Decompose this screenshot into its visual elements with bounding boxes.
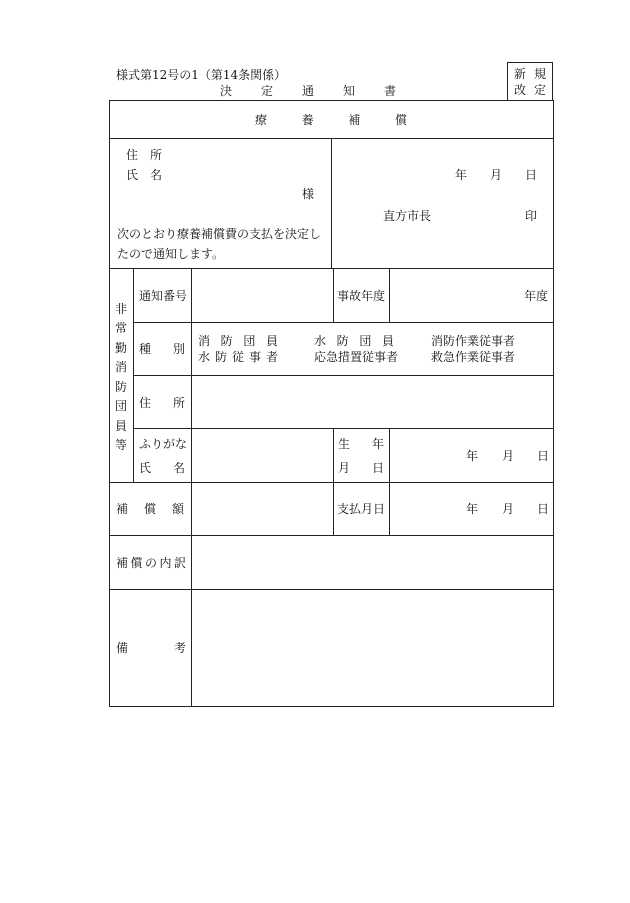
payment-date-label: 支払月日 [337, 502, 386, 516]
side-label-char: 勤 [114, 340, 127, 355]
type-option-char: 消 [198, 334, 211, 348]
mayor-title: 直方市長 [383, 209, 432, 223]
birth-day-unit: 日 [537, 449, 550, 463]
divider-line [191, 268, 192, 706]
badge-char: 規 [533, 67, 546, 81]
compensation-amount-label [116, 502, 184, 516]
name-label-char: 氏 [139, 461, 152, 475]
type-option-emergency-measures: 応急措置従事者 [314, 350, 399, 364]
birth-label-top [338, 437, 384, 451]
address-label-char: 住 [139, 396, 152, 410]
type-option-char: 防 [220, 334, 233, 348]
amount-label-char: 補 [116, 502, 129, 516]
type-label-char: 種 [139, 342, 152, 356]
breakdown-label-char: 補 [116, 556, 129, 570]
divider-line [109, 482, 554, 483]
remarks-label-char: 備 [116, 641, 129, 655]
birth-month-unit: 月 [502, 449, 515, 463]
type-option-char: 員 [265, 334, 278, 348]
subject-char: 償 [394, 113, 407, 127]
title-char: 決 [220, 84, 233, 98]
breakdown-label-char: 償 [130, 556, 143, 570]
type-label-char: 別 [172, 342, 185, 356]
type-option-char: 従 [231, 350, 244, 364]
type-option-flood-work [198, 350, 278, 364]
side-label-char: 常 [114, 321, 127, 336]
notice-text-line1: 次のとおり療養補償費の支払を決定し [117, 227, 322, 241]
birth-label-char: 日 [371, 461, 384, 475]
remarks-label-char: 考 [173, 641, 186, 655]
member-address-label [139, 396, 185, 410]
birth-label-char: 生 [338, 437, 351, 451]
name-label-char: 名 [172, 461, 185, 475]
compensation-breakdown-label [116, 556, 186, 570]
type-option-char: 水 [198, 350, 211, 364]
payment-year-unit: 年 [466, 502, 479, 516]
birth-label-char: 年 [371, 437, 384, 451]
accident-year-label: 事故年度 [337, 289, 386, 303]
recipient-name-label: 氏 名 [126, 168, 163, 182]
accident-year-unit: 年度 [524, 289, 549, 303]
recipient-address-label: 住 所 [126, 148, 163, 162]
divider-line [331, 138, 332, 268]
title-char: 書 [383, 84, 396, 98]
type-option-char: 水 [314, 334, 327, 348]
divider-line [133, 428, 554, 429]
side-label-char: 消 [114, 360, 127, 375]
document-title [220, 84, 396, 98]
divider-line [389, 268, 390, 322]
type-option-char: 者 [265, 350, 278, 364]
title-char: 定 [260, 84, 273, 98]
divider-line [133, 375, 554, 376]
divider-line [109, 589, 554, 590]
honorific: 様 [302, 187, 315, 201]
notice-text-line2: たので通知します。 [117, 247, 225, 261]
type-option-flood-brigade [314, 334, 394, 348]
divider-line [333, 268, 334, 322]
badge-char: 定 [533, 83, 546, 97]
notice-number-label: 通知番号 [139, 289, 188, 303]
side-label-char: 防 [114, 379, 127, 394]
issue-date-month: 月 [490, 168, 503, 182]
title-char: 知 [342, 84, 355, 98]
form-number: 様式第12号の1（第14条関係） [116, 68, 287, 82]
subject-char: 補 [348, 113, 361, 127]
side-label-char: 非 [114, 302, 127, 316]
payment-month-unit: 月 [502, 502, 515, 516]
remarks-label [116, 641, 186, 655]
birth-year-unit: 年 [466, 449, 479, 463]
type-option-char: 員 [381, 334, 394, 348]
title-char: 通 [301, 84, 314, 98]
type-option-char: 事 [248, 350, 261, 364]
type-option-rescue-work: 救急作業従事者 [431, 350, 516, 364]
subject-char: 療 [255, 113, 268, 127]
divider-line [389, 428, 390, 535]
type-option-char: 団 [359, 334, 372, 348]
breakdown-label-char: の [144, 556, 157, 570]
member-name-label [139, 461, 185, 475]
payment-day-unit: 日 [537, 502, 550, 516]
type-option-fire-brigade [198, 334, 278, 348]
issue-date-year: 年 [455, 168, 468, 182]
member-side-label [112, 302, 130, 452]
badge-char: 改 [514, 83, 527, 97]
type-option-char: 防 [336, 334, 349, 348]
subject-title [255, 113, 407, 127]
type-label [139, 342, 185, 356]
badge-char: 新 [514, 67, 527, 81]
divider-line [333, 428, 334, 535]
address-label-char: 所 [172, 396, 185, 410]
breakdown-label-char: 内 [159, 556, 172, 570]
amount-label-char: 償 [143, 502, 156, 516]
subject-char: 養 [301, 113, 314, 127]
seal-mark: 印 [525, 209, 538, 223]
breakdown-label-char: 訳 [173, 556, 186, 570]
side-label-char: 団 [114, 399, 127, 414]
revision-badge [507, 62, 553, 101]
issue-date-day: 日 [525, 168, 538, 182]
birth-label-char: 月 [338, 461, 351, 475]
divider-line [133, 322, 554, 323]
divider-line [109, 268, 554, 269]
type-option-char: 団 [243, 334, 256, 348]
side-label-char: 員 [114, 418, 127, 433]
birth-label-bottom [338, 461, 384, 475]
amount-label-char: 額 [171, 502, 184, 516]
divider-line [133, 268, 134, 482]
furigana-label: ふりがな [139, 437, 188, 451]
type-option-char: 防 [214, 350, 227, 364]
divider-line [109, 535, 554, 536]
side-label-char: 等 [114, 437, 127, 452]
type-option-fire-work: 消防作業従事者 [431, 334, 516, 348]
